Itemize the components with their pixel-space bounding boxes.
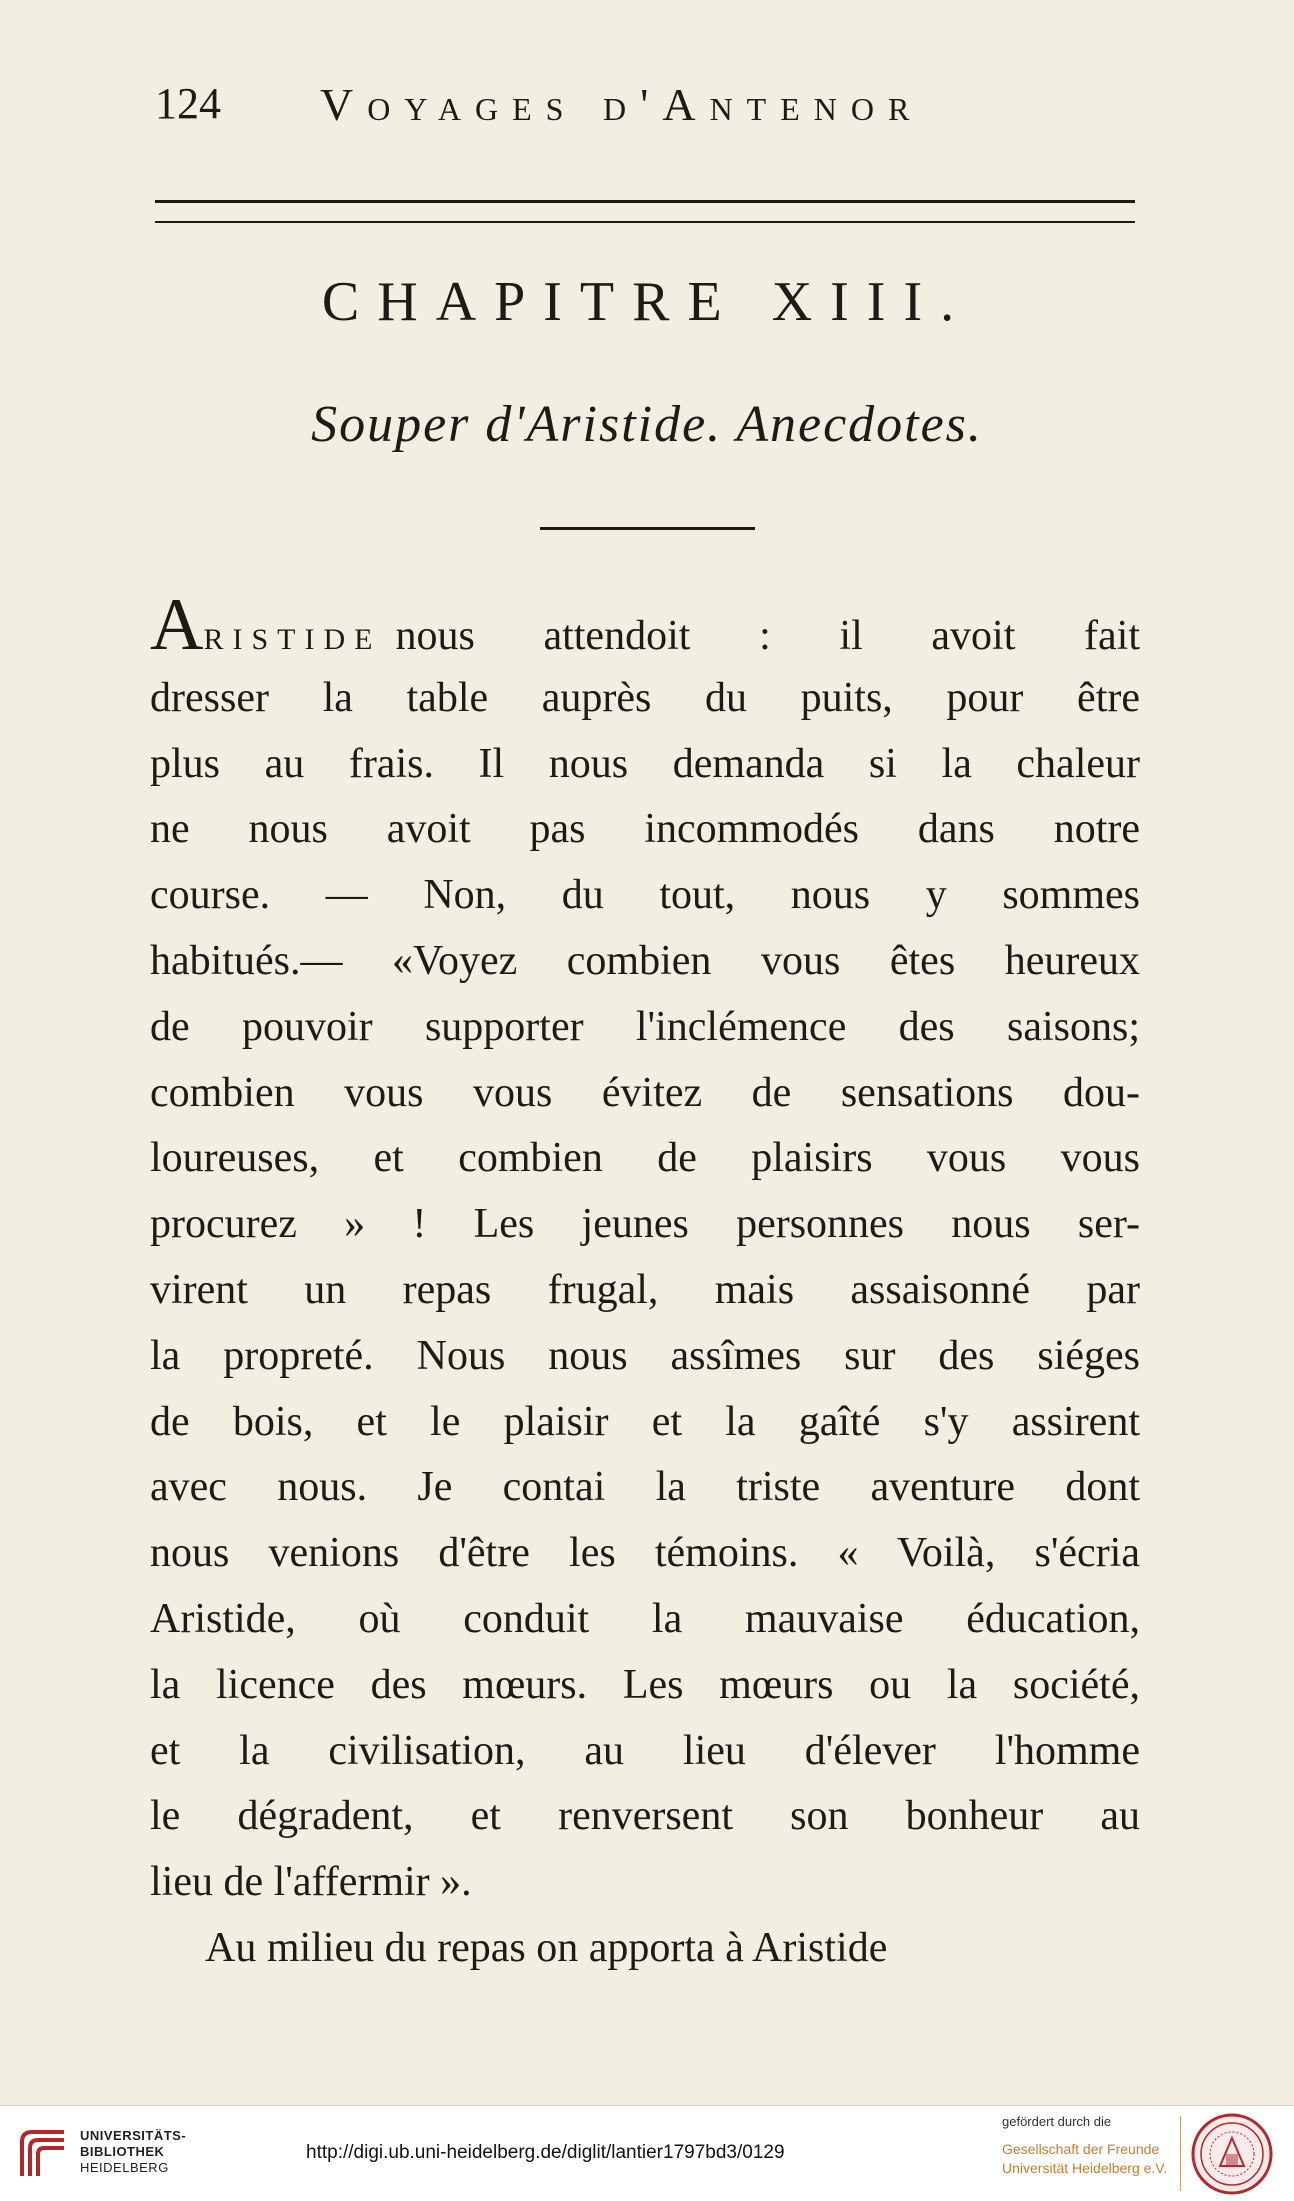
text-line: avec nous. Je contai la triste aventure dont — [150, 1464, 1140, 1511]
text-line: la licence des mœurs. Les mœurs ou la société, — [150, 1661, 1140, 1708]
sponsor-divider — [1180, 2116, 1181, 2191]
page-number: 124 — [155, 79, 221, 128]
running-head — [155, 78, 1139, 138]
text-line — [150, 584, 1140, 666]
drop-cap: A — [150, 584, 204, 666]
university-seal-icon — [1190, 2112, 1274, 2196]
text-line: Aristide, où conduit la mauvaise éducation, — [150, 1595, 1140, 1642]
section-rule — [540, 527, 755, 530]
chapter-subtitle: Souper d'Aristide. Anecdotes. — [311, 396, 983, 453]
library-name-line: UNIVERSITÄTS- — [80, 2128, 187, 2143]
library-logo-icon — [12, 2124, 74, 2186]
text-line: Au milieu du repas on apporta à Aristide — [205, 1924, 888, 1971]
library-name-line: HEIDELBERG — [80, 2160, 169, 2175]
header-double-rule — [155, 200, 1135, 223]
text-line: le dégradent, et renversent son bonheur au — [150, 1793, 1140, 1840]
text-line: de pouvoir supporter l'inclémence des saisons; — [150, 1003, 1140, 1050]
text-line-content: nous attendoit : il avoit fait — [395, 613, 1140, 659]
library-name — [80, 2128, 186, 2176]
running-title: Voyages d'Antenor — [320, 79, 924, 130]
body-text — [150, 584, 1140, 1982]
text-line: lieu de l'affermir ». — [150, 1859, 472, 1906]
text-line: nous venions d'être les témoins. « Voilà, s'écria — [150, 1530, 1140, 1577]
sponsor-name-line: Gesellschaft der Freunde — [1002, 2141, 1160, 2157]
text-line: virent un repas frugal, mais assaisonné par — [150, 1266, 1140, 1313]
text-line: plus au frais. Il nous demanda si la chaleur — [150, 740, 1140, 787]
text-line: ne nous avoit pas incommodés dans notre — [150, 806, 1140, 853]
permalink-url[interactable]: http://digi.ub.uni-heidelberg.de/diglit/lantier1797bd3/0129 — [306, 2142, 785, 2163]
text-line: combien vous vous évitez de sensations dou- — [150, 1069, 1140, 1116]
text-line: procurez » ! Les jeunes personnes nous ser- — [150, 1201, 1140, 1248]
sponsor-name-line: Universität Heidelberg e.V. — [1002, 2160, 1168, 2176]
text-line: et la civilisation, au lieu d'élever l'homme — [150, 1727, 1140, 1774]
text-line: habitués.— «Voyez combien vous êtes heureux — [150, 937, 1140, 984]
text-line: dresser la table auprès du puits, pour être — [150, 674, 1140, 721]
text-line: loureuses, et combien de plaisirs vous vous — [150, 1135, 1140, 1182]
text-line: la propreté. Nous nous assîmes sur des siéges — [150, 1332, 1140, 1379]
text-line: de bois, et le plaisir et la gaîté s'y assirent — [150, 1398, 1140, 1445]
viewer-footer — [0, 2105, 1294, 2201]
opening-smallcaps: RISTIDE — [203, 623, 382, 656]
text-line: course. — Non, du tout, nous y sommes — [150, 872, 1140, 919]
sponsor-name — [1002, 2140, 1167, 2178]
library-name-line: BIBLIOTHEK — [80, 2144, 165, 2159]
chapter-heading: CHAPITRE XIII. — [321, 271, 973, 333]
sponsor-label: gefördert durch die — [1002, 2114, 1112, 2129]
